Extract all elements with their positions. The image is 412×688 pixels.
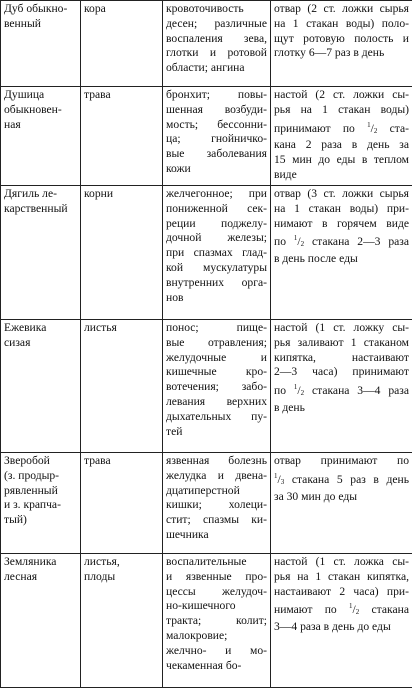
- application-line: рья заливают 1 стаканом: [274, 336, 409, 351]
- indications-line: тракта; колит;: [166, 614, 267, 629]
- plant-name-cell: [1, 87, 81, 186]
- application-line: на 1 стакан воды) при-: [274, 202, 409, 217]
- plant-name-line: и з. крапча-: [4, 498, 77, 513]
- indications-line: дыхательных пу-: [166, 410, 267, 425]
- indications-line: кишечные кро-: [166, 365, 267, 380]
- indications-line: реции поджелу-: [166, 217, 267, 232]
- indications-line: чекаменная бо-: [166, 659, 267, 674]
- table-row: [1, 320, 412, 453]
- application-line: отвар (3 ст. ложки сырья: [274, 187, 409, 202]
- indications-line: нов: [166, 291, 267, 306]
- application-line: $^1/_3$ стакана 5 раз в день: [274, 469, 409, 490]
- plant-part-line: трава: [84, 454, 159, 469]
- application-line: по $^1/_2$ стакана 2—3 раза: [274, 231, 409, 252]
- plant-part-cell: [81, 87, 163, 186]
- indications-line: десен; различные: [166, 17, 267, 32]
- plant-name-cell: [1, 453, 81, 554]
- indications-line: язвенная болезнь: [166, 454, 267, 469]
- plant-name-line: сизая: [4, 336, 77, 351]
- application-line: нимают в горячем виде: [274, 217, 409, 232]
- plant-part-cell: [81, 186, 163, 320]
- indications-cell: [163, 186, 271, 320]
- plant-name-cell: [1, 186, 81, 320]
- indications-line: левания верхних: [166, 395, 267, 410]
- application-line: отвар (2 ст. ложки сырья: [274, 2, 409, 17]
- application-line: настой (2 ст. ложки сы-: [274, 88, 409, 103]
- table-row: [1, 186, 412, 320]
- table-row: [1, 554, 412, 688]
- application-line: в день: [274, 401, 409, 416]
- table-row: [1, 87, 412, 186]
- fraction: $^1/_2$: [367, 122, 377, 135]
- indications-line: воспаления зева,: [166, 32, 267, 47]
- indications-line: ца; гнойничко-: [166, 132, 267, 147]
- application-line: глотку 6—7 раз в день: [274, 46, 409, 61]
- indications-line: но-кишечного: [166, 599, 267, 614]
- table-row: [1, 1, 412, 87]
- plant-part-line: листья,: [84, 555, 159, 570]
- indications-line: пониженной сек-: [166, 202, 267, 217]
- indications-line: тей: [166, 425, 267, 440]
- fraction: $^1/_3$: [274, 473, 284, 486]
- plant-part-cell: [81, 320, 163, 453]
- application-line: настаивают 2 часа) при-: [274, 585, 409, 600]
- plant-name-cell: [1, 1, 81, 87]
- application-line: 2—3 часа) принимают: [274, 365, 409, 380]
- application-line: рья на 1 стакан кипятка,: [274, 570, 409, 585]
- indications-line: области; ангина: [166, 61, 267, 76]
- indications-line: малокровие;: [166, 629, 267, 644]
- application-line: на 1 стакан воды) поло-: [274, 17, 409, 32]
- application-line: настой (1 ст. ложку сы-: [274, 321, 409, 336]
- application-line: за 30 мин до еды: [274, 490, 409, 505]
- indications-line: желудочные и: [166, 351, 267, 366]
- application-cell: [271, 453, 412, 554]
- application-cell: [271, 87, 412, 186]
- indications-line: кожи: [166, 162, 267, 177]
- application-line: рья на 1 стакан воды): [274, 103, 409, 118]
- indications-cell: [163, 1, 271, 87]
- fraction: $^1/_2$: [349, 603, 359, 616]
- plant-name-line: обыкновен-: [4, 103, 77, 118]
- plant-name-line: Дуб обыкно-: [4, 2, 77, 17]
- indications-line: кой мускулатуры: [166, 261, 267, 276]
- indications-line: вотечения; забо-: [166, 380, 267, 395]
- indications-line: желчегонное; при: [166, 187, 267, 202]
- plant-name-line: карственный: [4, 202, 77, 217]
- application-cell: [271, 554, 412, 688]
- plant-name-line: тый): [4, 513, 77, 528]
- plant-name-line: Ежевика: [4, 321, 77, 336]
- indications-line: вые заболевания: [166, 147, 267, 162]
- indications-line: дочной железы;: [166, 231, 267, 246]
- indications-line: желудка и двена-: [166, 469, 267, 484]
- indications-cell: [163, 320, 271, 453]
- indications-line: дцатиперстной: [166, 484, 267, 499]
- application-line: 15 мин до еды в теплом: [274, 153, 409, 168]
- indications-line: глотки и ротовой: [166, 46, 267, 61]
- table-body: [1, 1, 412, 688]
- indications-line: бронхит; повы-: [166, 88, 267, 103]
- indications-line: мость; бессонни-: [166, 118, 267, 133]
- application-line: по $^1/_2$ стакана 3—4 раза: [274, 380, 409, 401]
- plant-name-line: Зверобой: [4, 454, 77, 469]
- plant-part-line: кора: [84, 2, 159, 17]
- application-line: в день после еды: [274, 252, 409, 267]
- plant-name-cell: [1, 554, 81, 688]
- fraction: $^1/_2$: [294, 235, 304, 248]
- indications-cell: [163, 554, 271, 688]
- plant-name-line: Дягиль ле-: [4, 187, 77, 202]
- plant-name-line: лесная: [4, 570, 77, 585]
- indications-line: понос; пище-: [166, 321, 267, 336]
- indications-cell: [163, 87, 271, 186]
- indications-line: вые отравления;: [166, 336, 267, 351]
- indications-line: стит; спазмы ки-: [166, 513, 267, 528]
- application-line: виде: [274, 168, 409, 183]
- application-line: нимают по $^1/_2$ стакана: [274, 599, 409, 620]
- plant-name-line: (з. продыр-: [4, 469, 77, 484]
- indications-line: внутренних орга-: [166, 276, 267, 291]
- indications-line: при спазмах глад-: [166, 246, 267, 261]
- fraction: $^1/_2$: [294, 384, 304, 397]
- plant-name-line: ная: [4, 118, 77, 133]
- plant-name-line: Земляника: [4, 555, 77, 570]
- plant-part-line: листья: [84, 321, 159, 336]
- indications-line: цессы желудоч-: [166, 585, 267, 600]
- indications-line: шечника: [166, 528, 267, 543]
- application-line: щут ротовую полость и: [274, 32, 409, 47]
- application-line: кипятка, настаивают: [274, 351, 409, 366]
- indications-line: воспалительные: [166, 555, 267, 570]
- plant-name-line: рявленный: [4, 484, 77, 499]
- plant-name-line: венный: [4, 17, 77, 32]
- plant-part-cell: [81, 554, 163, 688]
- plant-part-line: корни: [84, 187, 159, 202]
- indications-line: кишки; холеци-: [166, 498, 267, 513]
- application-line: отвар принимают по: [274, 454, 409, 469]
- plant-name-line: Душица: [4, 88, 77, 103]
- application-cell: [271, 1, 412, 87]
- indications-line: и язвенные про-: [166, 570, 267, 585]
- plant-name-cell: [1, 320, 81, 453]
- indications-line: шенная возбуди-: [166, 103, 267, 118]
- application-cell: [271, 320, 412, 453]
- application-line: 3—4 раза в день до еды: [274, 620, 409, 635]
- application-line: кана 2 раза в день за: [274, 138, 409, 153]
- indications-cell: [163, 453, 271, 554]
- application-line: принимают по $^1/_2$ ста-: [274, 118, 409, 139]
- plant-part-cell: [81, 453, 163, 554]
- plant-part-line: трава: [84, 88, 159, 103]
- plant-part-line: плоды: [84, 570, 159, 585]
- indications-line: кровоточивость: [166, 2, 267, 17]
- plant-part-cell: [81, 1, 163, 87]
- table-row: [1, 453, 412, 554]
- application-cell: [271, 186, 412, 320]
- indications-line: желчно- и мо-: [166, 644, 267, 659]
- application-line: настой (1 ст. ложка сы-: [274, 555, 409, 570]
